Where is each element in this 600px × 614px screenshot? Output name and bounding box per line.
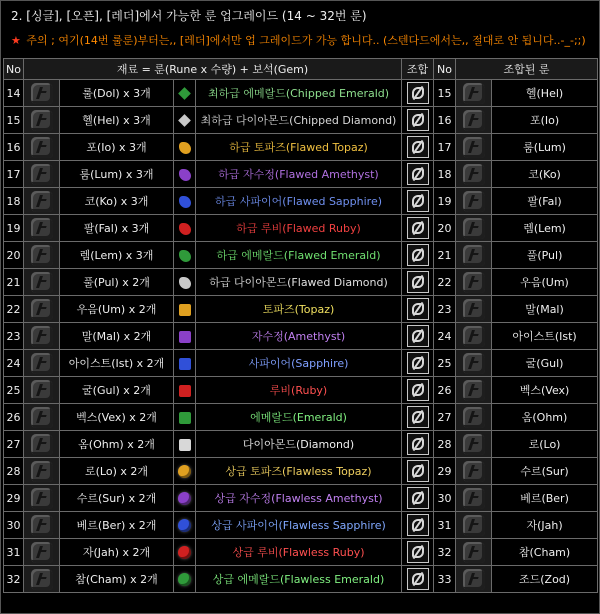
cube-cell: [402, 323, 434, 350]
horadric-cube-icon: [407, 82, 429, 104]
gem-icon: [179, 169, 191, 181]
horadric-cube-icon: [407, 109, 429, 131]
gem-image: [174, 566, 196, 593]
gem-image: [174, 512, 196, 539]
gem-icon: [178, 519, 191, 532]
rune-stone-icon: [31, 515, 53, 536]
rune-recipe: 룸(Lum) x 3개: [60, 161, 174, 188]
rune-recipe: 팔(Fal) x 3개: [60, 215, 174, 242]
rune-stone-icon: [31, 461, 53, 482]
rune-image: [24, 323, 60, 350]
cube-cell: [402, 431, 434, 458]
rune-recipe: 벡스(Vex) x 2개: [60, 404, 174, 431]
result-rune-name: 자(Jah): [492, 512, 598, 539]
result-no: 31: [434, 512, 456, 539]
header-recipe: 재료 = 룬(Rune x 수량) + 보석(Gem): [24, 59, 402, 80]
rune-image: [24, 485, 60, 512]
table-row: [4, 242, 598, 269]
result-rune-image: [456, 161, 492, 188]
gem-name: 사파이어(Sapphire): [196, 350, 402, 377]
rune-stone-icon: [463, 407, 485, 428]
cube-cell: [402, 80, 434, 107]
cube-cell: [402, 350, 434, 377]
rune-recipe: 로(Lo) x 2개: [60, 458, 174, 485]
result-rune-name: 벡스(Vex): [492, 377, 598, 404]
table-row: [4, 323, 598, 350]
gem-icon: [178, 573, 191, 586]
cube-cell: [402, 296, 434, 323]
rune-recipe: 룰(Dol) x 3개: [60, 80, 174, 107]
result-rune-image: [456, 242, 492, 269]
result-rune-name: 우음(Um): [492, 269, 598, 296]
gem-name: 하급 자수정(Flawed Amethyst): [196, 161, 402, 188]
rune-recipe: 우음(Um) x 2개: [60, 296, 174, 323]
result-rune-image: [456, 269, 492, 296]
gem-name: 상급 루비(Flawless Ruby): [196, 539, 402, 566]
gem-name: 에메랄드(Emerald): [196, 404, 402, 431]
rune-stone-icon: [463, 542, 485, 563]
rune-image: [24, 107, 60, 134]
result-no: 18: [434, 161, 456, 188]
cube-cell: [402, 377, 434, 404]
rune-recipe: 베르(Ber) x 2개: [60, 512, 174, 539]
gem-icon: [179, 412, 191, 424]
rune-stone-icon: [463, 353, 485, 374]
row-no: 27: [4, 431, 24, 458]
table-row: [4, 296, 598, 323]
gem-name: 하급 다이아몬드(Flawed Diamond): [196, 269, 402, 296]
rune-stone-icon: [31, 272, 53, 293]
rune-stone-icon: [463, 110, 485, 131]
result-rune-image: [456, 458, 492, 485]
table-row: [4, 377, 598, 404]
rune-stone-icon: [31, 299, 53, 320]
horadric-cube-icon: [407, 487, 429, 509]
rune-recipe: 아이스트(Ist) x 2개: [60, 350, 174, 377]
gem-icon: [179, 250, 191, 262]
rune-recipe: 코(Ko) x 3개: [60, 188, 174, 215]
header-no2: No: [434, 59, 456, 80]
horadric-cube-icon: [407, 406, 429, 428]
horadric-cube-icon: [407, 325, 429, 347]
row-no: 20: [4, 242, 24, 269]
gem-icon: [178, 114, 191, 127]
table-row: [4, 188, 598, 215]
table-row: [4, 539, 598, 566]
row-no: 30: [4, 512, 24, 539]
result-rune-name: 베르(Ber): [492, 485, 598, 512]
horadric-cube-icon: [407, 217, 429, 239]
gem-image: [174, 215, 196, 242]
result-rune-image: [456, 377, 492, 404]
result-no: 24: [434, 323, 456, 350]
row-no: 32: [4, 566, 24, 593]
warning-notice: [11, 32, 586, 48]
result-rune-image: [456, 566, 492, 593]
gem-image: [174, 350, 196, 377]
table-row: [4, 485, 598, 512]
gem-name: 하급 사파이어(Flawed Sapphire): [196, 188, 402, 215]
result-no: 15: [434, 80, 456, 107]
rune-stone-icon: [463, 461, 485, 482]
rune-recipe: 굴(Gul) x 2개: [60, 377, 174, 404]
horadric-cube-icon: [407, 433, 429, 455]
horadric-cube-icon: [407, 244, 429, 266]
gem-image: [174, 377, 196, 404]
rune-image: [24, 215, 60, 242]
row-no: 29: [4, 485, 24, 512]
rune-image: [24, 296, 60, 323]
horadric-cube-icon: [407, 190, 429, 212]
cube-cell: [402, 539, 434, 566]
result-rune-name: 헬(Hel): [492, 80, 598, 107]
table-row: [4, 161, 598, 188]
result-rune-name: 말(Mal): [492, 296, 598, 323]
gem-name: 하급 루비(Flawed Ruby): [196, 215, 402, 242]
gem-name: 하급 토파즈(Flawed Topaz): [196, 134, 402, 161]
cube-cell: [402, 269, 434, 296]
row-no: 26: [4, 404, 24, 431]
result-no: 25: [434, 350, 456, 377]
result-no: 26: [434, 377, 456, 404]
gem-name: 상급 토파즈(Flawless Topaz): [196, 458, 402, 485]
rune-stone-icon: [463, 326, 485, 347]
cube-cell: [402, 188, 434, 215]
rune-stone-icon: [31, 407, 53, 428]
rune-stone-icon: [31, 326, 53, 347]
gem-icon: [179, 304, 191, 316]
header-result: 조합된 룬: [456, 59, 598, 80]
rune-stone-icon: [463, 137, 485, 158]
table-row: [4, 80, 598, 107]
cube-cell: [402, 458, 434, 485]
table-row: [4, 134, 598, 161]
row-no: 28: [4, 458, 24, 485]
horadric-cube-icon: [407, 352, 429, 374]
gem-image: [174, 458, 196, 485]
gem-icon: [179, 385, 191, 397]
rune-image: [24, 161, 60, 188]
result-rune-image: [456, 215, 492, 242]
result-rune-image: [456, 539, 492, 566]
warning-text: 주의 ; 여기(14번 룰룬)부터는,, [레더]에서만 업 그레이드가 가능 합니다.. (스텐다드에서는,, 절대로 안 됩니다..-_-;;): [26, 34, 586, 47]
result-rune-image: [456, 485, 492, 512]
gem-image: [174, 431, 196, 458]
rune-stone-icon: [463, 515, 485, 536]
rune-recipe: 참(Cham) x 2개: [60, 566, 174, 593]
gem-name: 자수정(Amethyst): [196, 323, 402, 350]
gem-image: [174, 539, 196, 566]
table-row: [4, 269, 598, 296]
table-row: [4, 107, 598, 134]
horadric-cube-icon: [407, 460, 429, 482]
gem-name: 상급 자수정(Flawless Amethyst): [196, 485, 402, 512]
rune-image: [24, 134, 60, 161]
result-rune-name: 굴(Gul): [492, 350, 598, 377]
cube-cell: [402, 107, 434, 134]
rune-recipe: 풀(Pul) x 2개: [60, 269, 174, 296]
row-no: 24: [4, 350, 24, 377]
rune-stone-icon: [31, 137, 53, 158]
rune-stone-icon: [463, 434, 485, 455]
result-rune-name: 코(Ko): [492, 161, 598, 188]
cube-cell: [402, 215, 434, 242]
rune-stone-icon: [31, 83, 53, 104]
result-rune-name: 참(Cham): [492, 539, 598, 566]
rune-image: [24, 377, 60, 404]
result-rune-image: [456, 404, 492, 431]
rune-recipe: 포(Io) x 3개: [60, 134, 174, 161]
rune-recipe: 말(Mal) x 2개: [60, 323, 174, 350]
result-rune-name: 포(Io): [492, 107, 598, 134]
gem-name: 다이아몬드(Diamond): [196, 431, 402, 458]
gem-icon: [178, 546, 191, 559]
cube-cell: [402, 566, 434, 593]
rune-stone-icon: [463, 245, 485, 266]
table-row: [4, 404, 598, 431]
result-no: 29: [434, 458, 456, 485]
horadric-cube-icon: [407, 163, 429, 185]
horadric-cube-icon: [407, 379, 429, 401]
rune-recipe: 옴(Ohm) x 2개: [60, 431, 174, 458]
gem-name: 최하급 에메랄드(Chipped Emerald): [196, 80, 402, 107]
rune-stone-icon: [31, 353, 53, 374]
result-rune-name: 로(Lo): [492, 431, 598, 458]
gem-image: [174, 134, 196, 161]
gem-icon: [179, 358, 191, 370]
table-row: [4, 431, 598, 458]
cube-cell: [402, 242, 434, 269]
result-no: 23: [434, 296, 456, 323]
table-body: [4, 80, 598, 593]
result-no: 20: [434, 215, 456, 242]
gem-icon: [179, 142, 191, 154]
horadric-cube-icon: [407, 514, 429, 536]
rune-stone-icon: [31, 245, 53, 266]
rune-image: [24, 566, 60, 593]
header-no: No: [4, 59, 24, 80]
result-rune-image: [456, 323, 492, 350]
result-no: 27: [434, 404, 456, 431]
row-no: 14: [4, 80, 24, 107]
result-rune-image: [456, 296, 492, 323]
rune-image: [24, 512, 60, 539]
gem-image: [174, 404, 196, 431]
result-rune-image: [456, 80, 492, 107]
cube-cell: [402, 485, 434, 512]
result-no: 16: [434, 107, 456, 134]
rune-upgrade-table: [3, 58, 598, 593]
row-no: 18: [4, 188, 24, 215]
rune-stone-icon: [31, 110, 53, 131]
gem-icon: [179, 277, 191, 289]
rune-image: [24, 350, 60, 377]
horadric-cube-icon: [407, 541, 429, 563]
rune-stone-icon: [31, 434, 53, 455]
gem-image: [174, 107, 196, 134]
gem-image: [174, 242, 196, 269]
gem-name: 토파즈(Topaz): [196, 296, 402, 323]
result-no: 33: [434, 566, 456, 593]
rune-image: [24, 431, 60, 458]
gem-image: [174, 161, 196, 188]
rune-stone-icon: [31, 164, 53, 185]
star-icon: ★: [11, 34, 21, 47]
result-rune-name: 수르(Sur): [492, 458, 598, 485]
row-no: 15: [4, 107, 24, 134]
horadric-cube-icon: [407, 271, 429, 293]
table-row: [4, 512, 598, 539]
rune-recipe: 헬(Hel) x 3개: [60, 107, 174, 134]
result-rune-image: [456, 431, 492, 458]
horadric-cube-icon: [407, 298, 429, 320]
rune-stone-icon: [463, 380, 485, 401]
result-no: 32: [434, 539, 456, 566]
table-row: [4, 215, 598, 242]
result-no: 22: [434, 269, 456, 296]
rune-stone-icon: [31, 569, 53, 590]
row-no: 19: [4, 215, 24, 242]
rune-stone-icon: [31, 218, 53, 239]
result-no: 30: [434, 485, 456, 512]
result-rune-name: 풀(Pul): [492, 242, 598, 269]
table-row: [4, 350, 598, 377]
row-no: 22: [4, 296, 24, 323]
table-row: [4, 458, 598, 485]
rune-recipe: 렘(Lem) x 3개: [60, 242, 174, 269]
result-no: 21: [434, 242, 456, 269]
cube-cell: [402, 512, 434, 539]
result-no: 17: [434, 134, 456, 161]
gem-image: [174, 296, 196, 323]
gem-image: [174, 188, 196, 215]
rune-stone-icon: [463, 569, 485, 590]
cube-cell: [402, 161, 434, 188]
rune-stone-icon: [463, 83, 485, 104]
rune-stone-icon: [463, 272, 485, 293]
row-no: 17: [4, 161, 24, 188]
result-rune-name: 조드(Zod): [492, 566, 598, 593]
result-rune-name: 팔(Fal): [492, 188, 598, 215]
rune-stone-icon: [31, 488, 53, 509]
gem-icon: [179, 223, 191, 235]
result-rune-image: [456, 188, 492, 215]
gem-icon: [178, 492, 191, 505]
gem-icon: [178, 465, 191, 478]
rune-stone-icon: [463, 299, 485, 320]
result-rune-image: [456, 512, 492, 539]
page-heading: 2. [싱글], [오픈], [레더]에서 가능한 룬 업그레이드 (14 ~ 32번 룬): [11, 9, 367, 23]
rune-image: [24, 539, 60, 566]
row-no: 16: [4, 134, 24, 161]
row-no: 31: [4, 539, 24, 566]
rune-image: [24, 458, 60, 485]
horadric-cube-icon: [407, 568, 429, 590]
result-no: 19: [434, 188, 456, 215]
horadric-cube-icon: [407, 136, 429, 158]
cube-cell: [402, 404, 434, 431]
gem-icon: [179, 439, 191, 451]
rune-image: [24, 80, 60, 107]
gem-image: [174, 269, 196, 296]
rune-recipe: 수르(Sur) x 2개: [60, 485, 174, 512]
gem-icon: [178, 87, 191, 100]
gem-name: 최하급 다이아몬드(Chipped Diamond): [196, 107, 402, 134]
result-rune-image: [456, 134, 492, 161]
gem-image: [174, 485, 196, 512]
result-rune-image: [456, 350, 492, 377]
gem-name: 상급 사파이어(Flawless Sapphire): [196, 512, 402, 539]
result-no: 28: [434, 431, 456, 458]
result-rune-name: 렘(Lem): [492, 215, 598, 242]
gem-name: 루비(Ruby): [196, 377, 402, 404]
rune-stone-icon: [463, 164, 485, 185]
table-row: [4, 566, 598, 593]
result-rune-name: 룸(Lum): [492, 134, 598, 161]
gem-name: 상급 에메랄드(Flawless Emerald): [196, 566, 402, 593]
rune-stone-icon: [463, 191, 485, 212]
rune-stone-icon: [31, 380, 53, 401]
rune-image: [24, 269, 60, 296]
header-cube: 조합: [402, 59, 434, 80]
result-rune-image: [456, 107, 492, 134]
gem-image: [174, 80, 196, 107]
rune-stone-icon: [463, 488, 485, 509]
row-no: 23: [4, 323, 24, 350]
cube-cell: [402, 134, 434, 161]
gem-icon: [179, 196, 191, 208]
row-no: 25: [4, 377, 24, 404]
result-rune-name: 옴(Ohm): [492, 404, 598, 431]
rune-recipe: 자(Jah) x 2개: [60, 539, 174, 566]
table-header: [4, 59, 598, 80]
rune-image: [24, 404, 60, 431]
gem-image: [174, 323, 196, 350]
rune-image: [24, 188, 60, 215]
gem-name: 하급 에메랄드(Flawed Emerald): [196, 242, 402, 269]
rune-image: [24, 242, 60, 269]
rune-stone-icon: [31, 191, 53, 212]
rune-stone-icon: [463, 218, 485, 239]
row-no: 21: [4, 269, 24, 296]
gem-icon: [179, 331, 191, 343]
result-rune-name: 아이스트(Ist): [492, 323, 598, 350]
rune-stone-icon: [31, 542, 53, 563]
